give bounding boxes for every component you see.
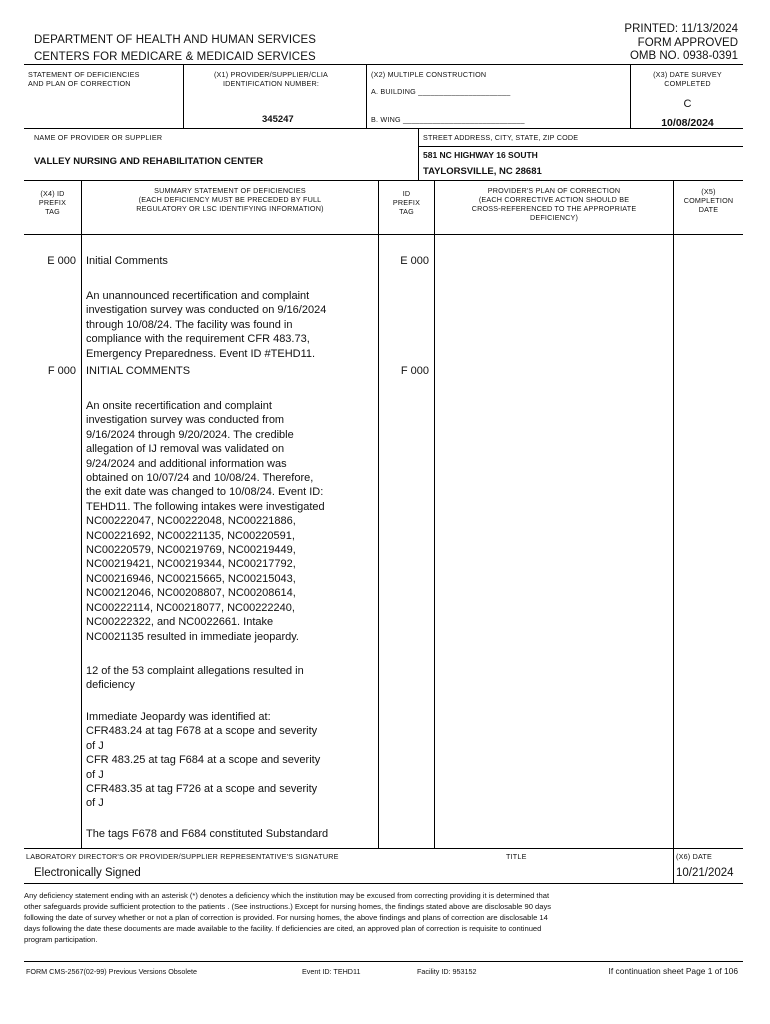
x4-header-line: TAG [45,207,60,216]
tag-f000-left: F 000 [47,365,76,377]
x5-header-line: (X5) [701,187,716,196]
paragraph-immediate-jeopardy: Immediate Jeopardy was identified at: CFR483.24 at tag F678 at a scope and severity of J CFR 483.25 at tag F684 at a scope and severity of J CFR483.35 at tag F726 at a scope and severity of J [86,711,321,810]
id-header-line: PREFIX [392,198,421,207]
x5-header-line: COMPLETION [683,196,734,205]
statement-label [28,70,140,88]
paragraph-substandard: The tags F678 and F684 constituted Substandard [86,828,329,840]
rule [24,234,743,235]
rule [24,64,743,65]
page-number: If continuation sheet Page 1 of 106 [608,966,738,976]
provider-label: NAME OF PROVIDER OR SUPPLIER [34,133,163,142]
x2-building: A. BUILDING ______________________ [371,87,511,96]
address-label: STREET ADDRESS, CITY, STATE, ZIP CODE [423,133,579,142]
plan-header-line: CROSS-REFERENCED TO THE APPROPRIATE [471,204,637,213]
summary-header-line: REGULATORY OR LSC IDENTIFYING INFORMATION) [136,204,324,213]
id-header-line: TAG [399,207,414,216]
x3-label-line: COMPLETED [664,79,711,88]
disclaimer-text: Any deficiency statement ending with an asterisk (*) denotes a deficiency which the institution may be excused from correcting providing it is determined that other safeguards provide sufficient protection to the patients . (See instructions.) Except for nursing homes, the findings stated above are disclosable 90 days following the date of survey whether or not a plan of correction is provided. For nursing homes, the above findings and plans of correction are disclosable 14 days following the date these documents are made available to the facility. If deficiencies are cited, an approved plan of correction is requisite to continued program participation. [24,891,552,944]
entry-title-initial-comments-f000: INITIAL COMMENTS [86,365,191,377]
rule [630,64,631,128]
title-label: TITLE [506,852,527,861]
x1-label-line: (X1) PROVIDER/SUPPLIER/CLIA [213,70,329,79]
tag-e000-right: E 000 [400,255,429,267]
rule [183,64,184,128]
statement-label-line: STATEMENT OF DEFICIENCIES [28,70,140,79]
rule [434,180,435,848]
facility-id: Facility ID: 953152 [417,967,477,976]
tag-e000-left: E 000 [47,255,76,267]
x4-header [24,189,81,216]
id-header [379,189,434,216]
date-label: (X6) DATE [676,852,713,861]
rule [24,883,743,884]
rule [24,180,743,181]
plan-header [435,186,673,222]
centers-title: CENTERS FOR MEDICARE & MEDICAID SERVICES [34,51,316,63]
id-header-line: ID [402,189,411,198]
x3-label [632,70,743,88]
rule [378,180,379,848]
street-address: 581 NC HIGHWAY 16 SOUTH [423,150,538,160]
omb-number: OMB NO. 0938-0391 [629,50,738,62]
rule [418,128,419,180]
x1-label-line: IDENTIFICATION NUMBER: [222,79,320,88]
plan-header-line: DEFICIENCY) [529,213,579,222]
x4-header-line: (X4) ID [40,189,65,198]
department-title: DEPARTMENT OF HEALTH AND HUMAN SERVICES [34,34,317,46]
rule [366,64,367,128]
rule [673,848,674,883]
x4-header-line: PREFIX [38,198,67,207]
summary-header-line: (EACH DEFICIENCY MUST BE PRECEDED BY FULL [138,195,322,204]
x5-header-line: DATE [698,205,719,214]
paragraph-survey-details: An onsite recertification and complaint investigation survey was conducted from 9/16/2024 through 9/20/2024. The credible allegation of IJ removal was validated on 9/24/2024 and additional information was obtained on 10/07/24 and 10/08/24. Therefore, the exit date was changed to 10/08/24. Event ID: TEHD11. The following intakes were investigated NC00222047, NC00222048, NC00221886, NC00221692, NC00221135, NC00220591, NC00220579, NC00219769, NC00219449, NC00219421, NC00219344, NC00217792, NC00216946, NC00215665, NC00215043, NC00212046, NC00208807, NC00208614, NC00222114, NC00218077, NC00222240, NC00222322, and NC0022661. Intake NC0021135 resulted in immediate jeopardy. [86,400,325,643]
summary-header-line: SUMMARY STATEMENT OF DEFICIENCIES [154,186,306,195]
rule [24,848,743,849]
rule [418,146,743,147]
rule [673,180,674,848]
paragraph-complaint-allegations: 12 of the 53 complaint allegations resulted in deficiency [86,665,304,692]
city-state-zip: TAYLORSVILLE, NC 28681 [423,166,542,177]
survey-code: C [683,98,692,110]
signature-date: 10/21/2024 [676,867,734,879]
signature-label: LABORATORY DIRECTOR'S OR PROVIDER/SUPPLIER REPRESENTATIVE'S SIGNATURE [26,852,339,861]
survey-completed-date: 10/08/2024 [661,117,714,129]
signature-value: Electronically Signed [34,867,141,879]
tag-f000-right: F 000 [400,365,429,377]
provider-name: VALLEY NURSING AND REHABILITATION CENTER [34,156,264,167]
provider-id-number: 345247 [262,114,294,125]
x5-header [674,187,743,214]
form-number: FORM CMS-2567(02-99) Previous Versions Obsolete [26,967,197,976]
statement-label-line: AND PLAN OF CORRECTION [28,79,131,88]
form-approved: FORM APPROVED [637,37,738,49]
paragraph-emergency-preparedness: An unannounced recertification and complaint investigation survey was conducted on 9/16/2024 through 10/08/24. The facility was found in compliance with the requirement CFR 483.73, Emergency Preparedness. Event ID #TEHD11. [86,290,327,360]
x3-label-line: (X3) DATE SURVEY [653,70,722,79]
summary-header [82,186,378,213]
x2-label: (X2) MULTIPLE CONSTRUCTION [371,70,487,79]
printed-date: PRINTED: 11/13/2024 [624,23,738,35]
event-id: Event ID: TEHD11 [302,967,361,976]
plan-header-line: PROVIDER'S PLAN OF CORRECTION [487,186,621,195]
entry-title-initial-comments: Initial Comments [86,255,168,267]
x1-label [186,70,356,88]
rule [24,961,743,962]
rule [81,180,82,848]
x2-wing: B. WING _____________________________ [371,115,525,124]
plan-header-line: (EACH CORRECTIVE ACTION SHOULD BE [478,195,630,204]
